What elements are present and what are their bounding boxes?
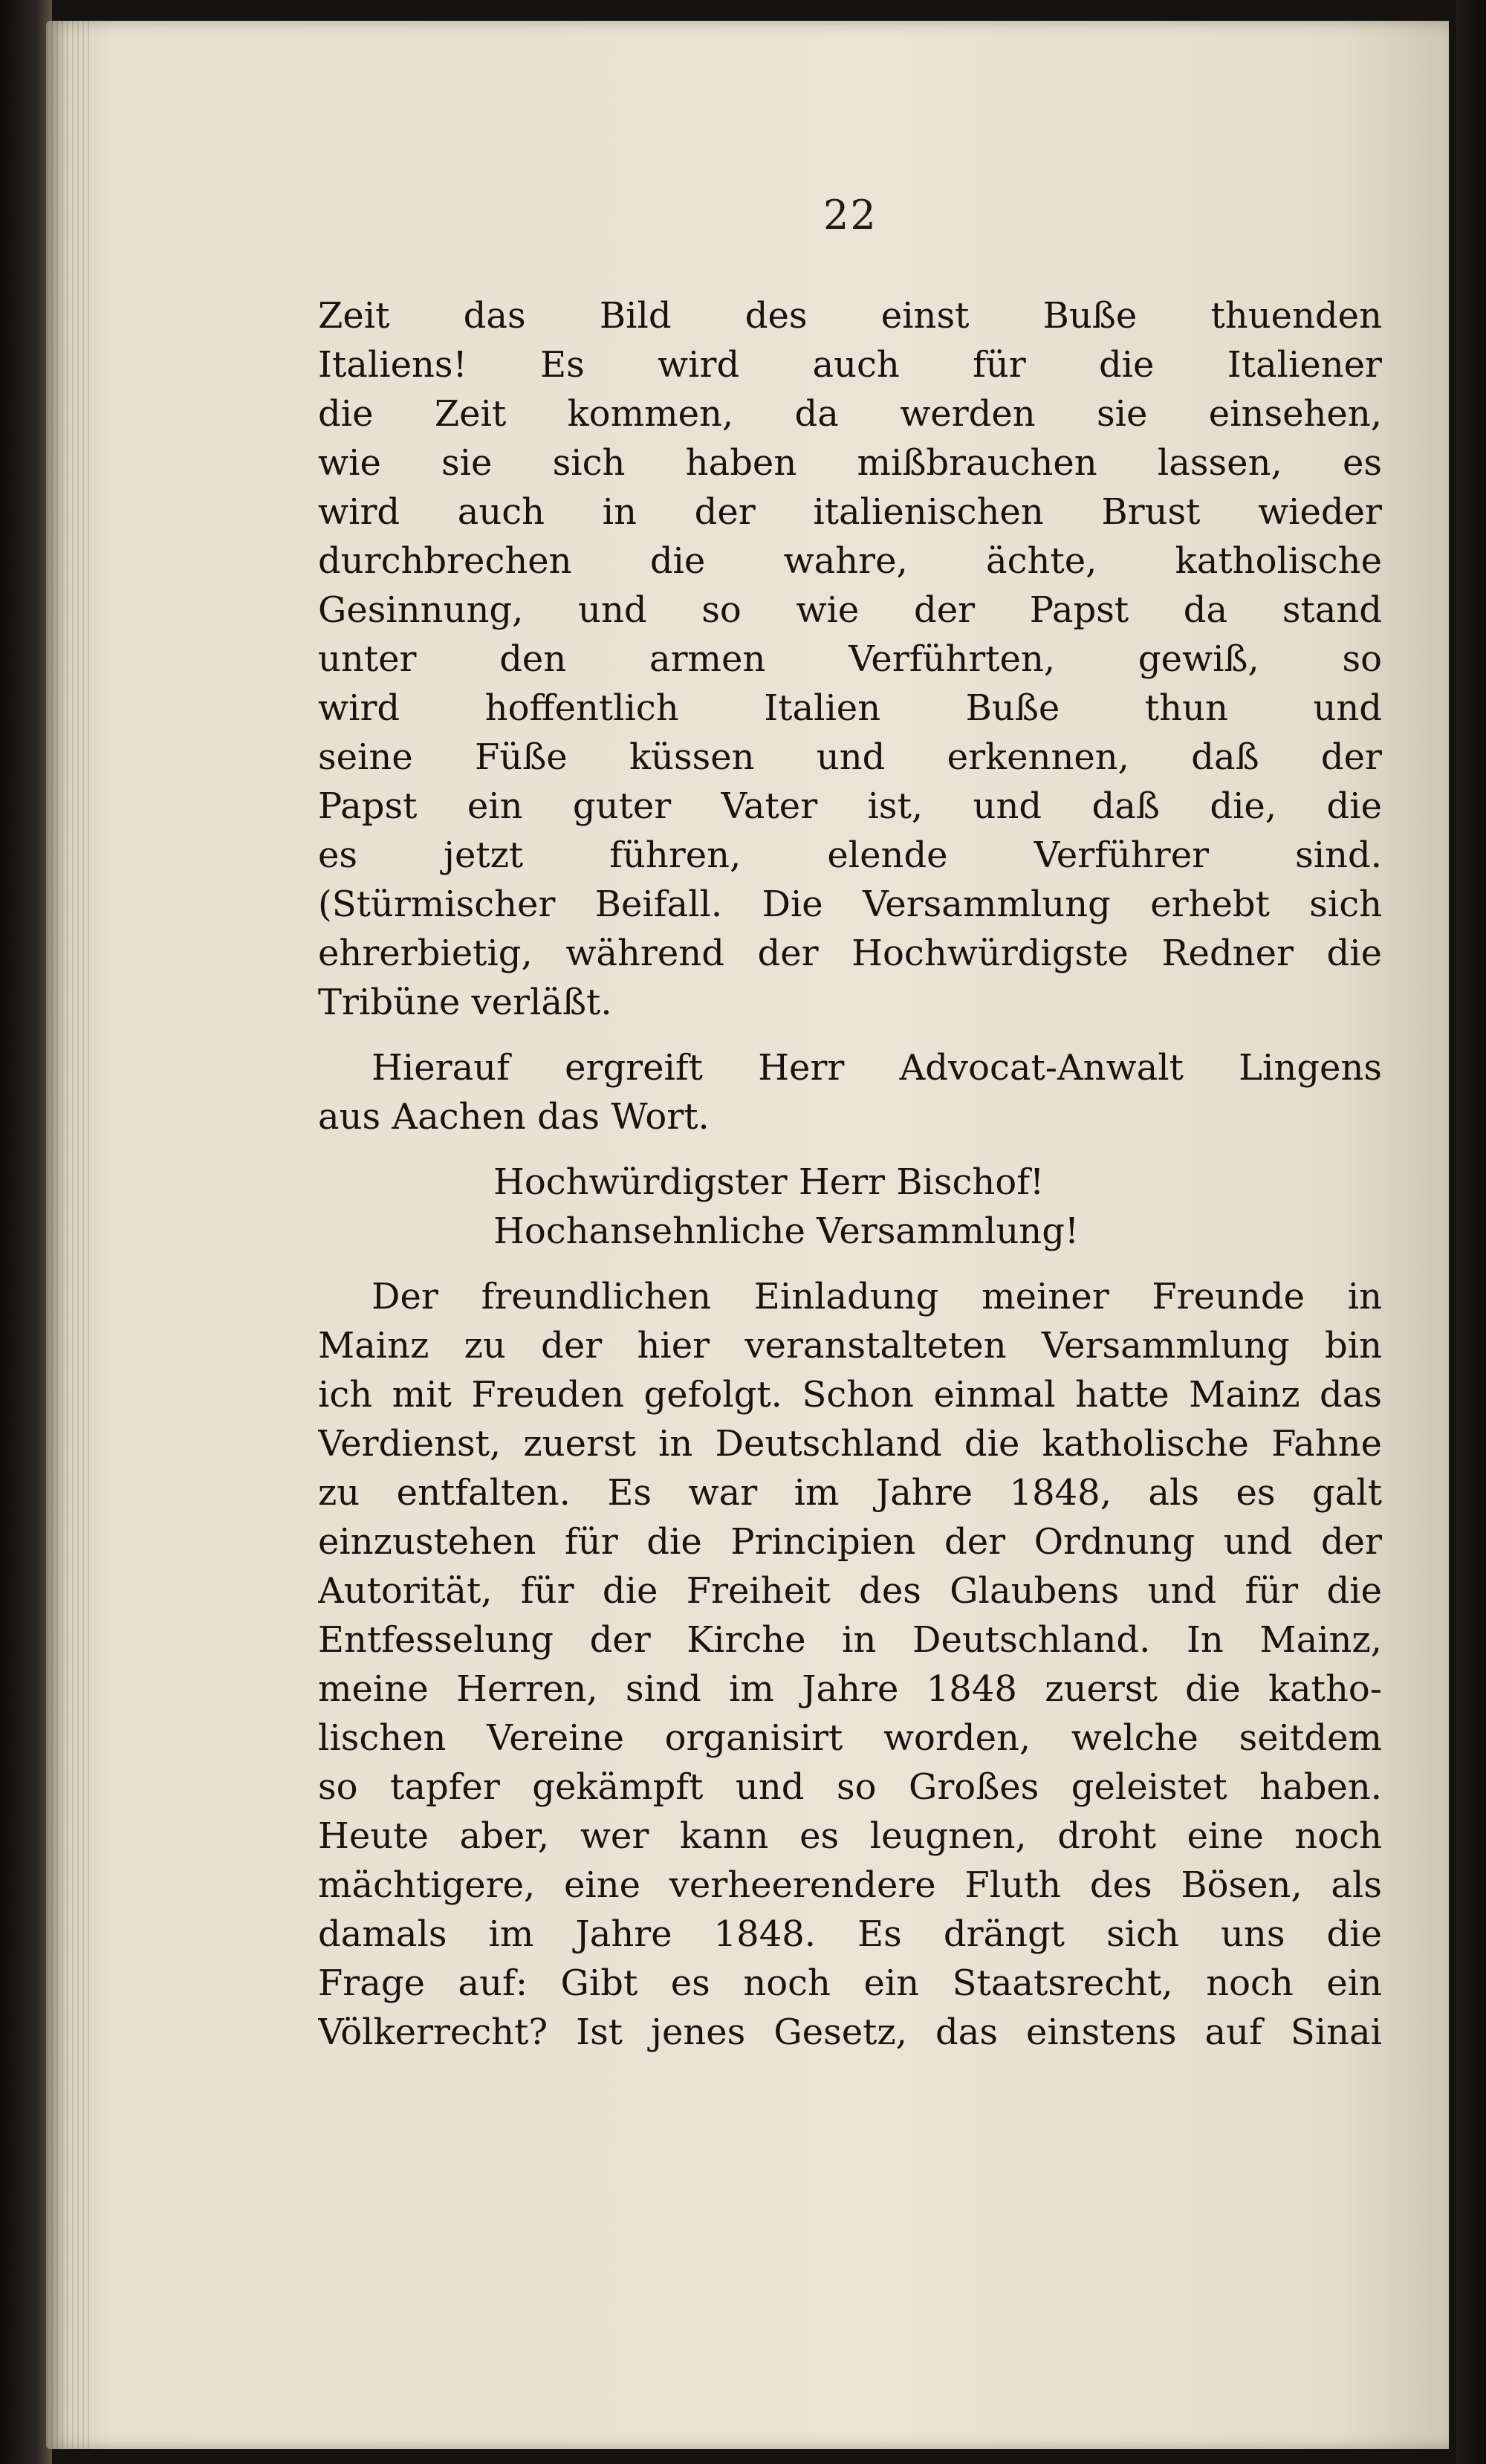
text-line: einzustehen für die Principien der Ordnung und der: [318, 1521, 1382, 1563]
text-line: mächtigere, eine verheerendere Fluth des Bösen, als: [318, 1864, 1382, 1906]
text-line: durchbrechen die wahre, ächte, katholische: [318, 540, 1382, 582]
text-line: Italiens! Es wird auch für die Italiener: [318, 344, 1382, 386]
salutation-line: Hochwürdigster Herr Bischof!: [493, 1161, 1045, 1203]
text-line: Völkerrecht? Ist jenes Gesetz, das einstens auf Sinai: [318, 2011, 1382, 2053]
text-line: es jetzt führen, elende Verführer sind.: [318, 834, 1382, 876]
stage-direction-line: (Stürmischer Beifall. Die Versammlung erhebt sich: [318, 884, 1382, 925]
text-line: zu entfalten. Es war im Jahre 1848, als es galt: [318, 1472, 1382, 1514]
text-line: damals im Jahre 1848. Es drängt sich uns die: [318, 1913, 1382, 1955]
page-number: 22: [823, 192, 877, 239]
body-text: [318, 291, 1382, 2057]
stage-direction-line: ehrerbietig, während der Hochwürdigste Redner die: [318, 933, 1382, 974]
text-line: die Zeit kommen, da werden sie einsehen,: [318, 393, 1382, 435]
text-line: Papst ein guter Vater ist, und daß die, die: [318, 785, 1382, 827]
binding-shadow: [0, 0, 52, 2464]
text-line: so tapfer gekämpft und so Großes geleistet haben.: [318, 1766, 1382, 1808]
text-line: Frage auf: Gibt es noch ein Staatsrecht, noch ein: [318, 1962, 1382, 2004]
text-line: unter den armen Verführten, gewiß, so: [318, 638, 1382, 680]
text-line: Zeit das Bild des einst Buße thuenden: [318, 295, 1382, 337]
speaker-intro-line: aus Aachen das Wort.: [318, 1096, 710, 1138]
text-line: wie sie sich haben mißbrauchen lassen, es: [318, 442, 1382, 484]
text-line: Gesinnung, und so wie der Papst da stand: [318, 589, 1382, 631]
page-edge-stack: [46, 21, 91, 2449]
text-line: Mainz zu der hier veranstalteten Versammlung bin: [318, 1325, 1382, 1366]
salutation-line: Hochansehnliche Versammlung!: [493, 1210, 1080, 1252]
text-line: Der freundlichen Einladung meiner Freunde in: [372, 1276, 1382, 1317]
text-line: Entfesselung der Kirche in Deutschland. In Mainz,: [318, 1619, 1382, 1661]
book-cover-edge: [1456, 0, 1486, 2464]
text-line: ich mit Freuden gefolgt. Schon einmal hatte Mainz das: [318, 1374, 1382, 1416]
text-line: seine Füße küssen und erkennen, daß der: [318, 736, 1382, 778]
stage-direction-line: Tribüne verläßt.: [318, 982, 612, 1023]
text-line: lischen Vereine organisirt worden, welche seitdem: [318, 1717, 1382, 1759]
text-line: wird hoffentlich Italien Buße thun und: [318, 687, 1382, 729]
text-line: Verdienst, zuerst in Deutschland die katholische Fahne: [318, 1423, 1382, 1465]
text-line: Autorität, für die Freiheit des Glaubens und für die: [318, 1570, 1382, 1612]
speaker-intro-line: Hierauf ergreift Herr Advocat-Anwalt Lingens: [372, 1047, 1382, 1089]
text-line: Heute aber, wer kann es leugnen, droht eine noch: [318, 1815, 1382, 1857]
text-line: wird auch in der italienischen Brust wieder: [318, 491, 1382, 533]
text-line: meine Herren, sind im Jahre 1848 zuerst die katho-: [318, 1668, 1382, 1710]
